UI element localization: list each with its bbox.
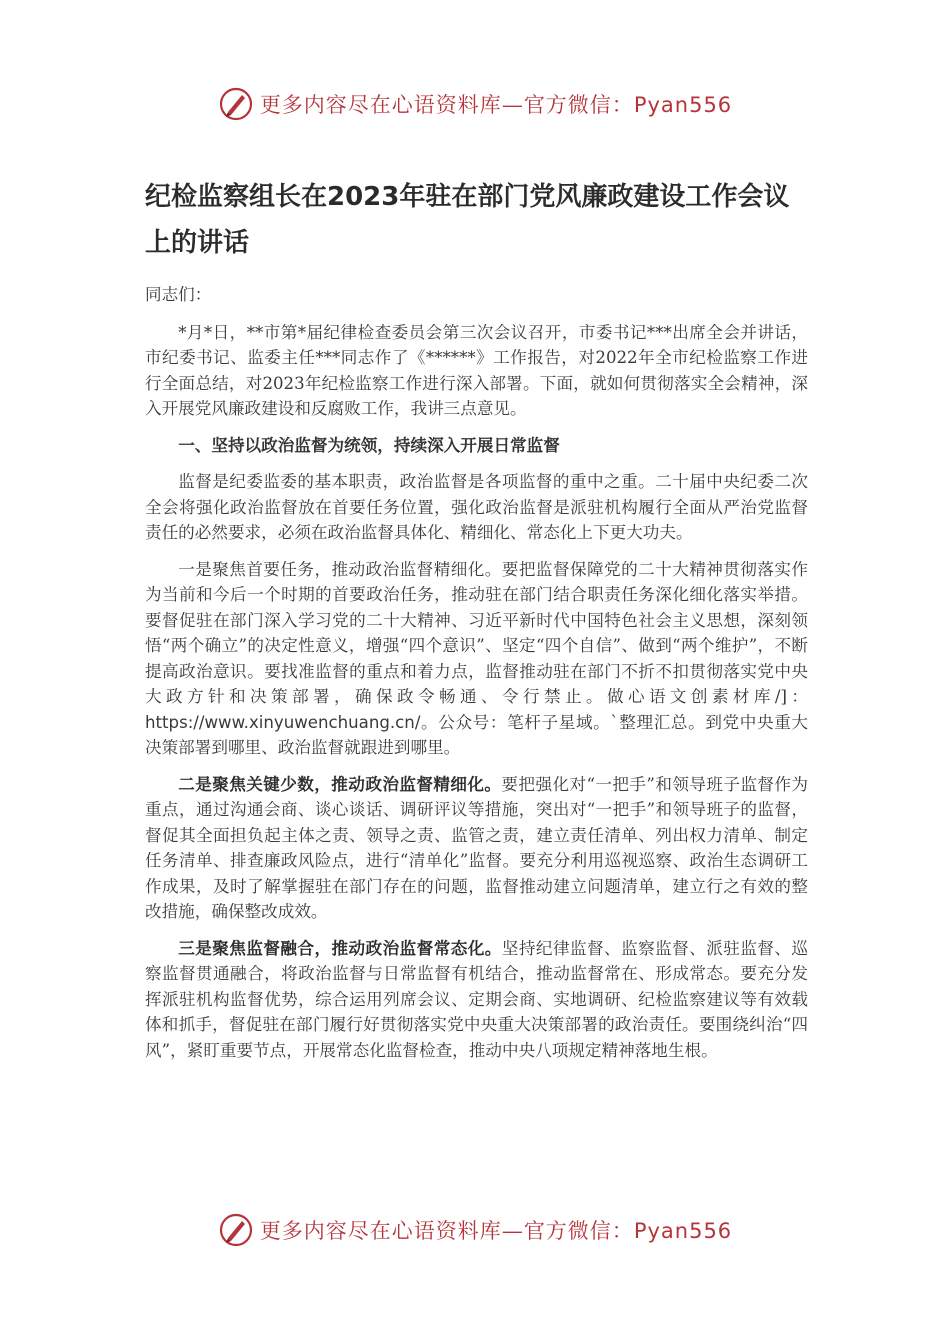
section-1-paragraph: 监督是纪委监委的基本职责，政治监督是各项监督的重中之重。二十届中央纪委二次全会将强化政治监督放在首要任务位置，强化政治监督是派驻机构履行全面从严治党监督责任的必然要求，必须在政治监督具体化、精细化、常态化上下更大功夫。 [145,472,808,542]
point-2-lead: 二是聚焦关键少数，推动政治监督精细化。 [178,773,502,794]
section-1-heading: 一、坚持以政治监督为统领，持续深入开展日常监督 [178,434,560,455]
document-body [145,282,808,1074]
point-3-text: 坚持纪律监督、监察监督、派驻监督、巡察监督贯通融合，将政治监督与日常监督有机结合，推动监督常在、形成常态。要充分发挥派驻机构监督优势，综合运用列席会议、定期会商、实地调研、纪检监察建议等有效载体和抓手，督促驻在部门履行好贯彻落实党中央重大决策部署的政治责任。要围绕纠治“四风”，紧盯重要节点，开展常态化监督检查，推动中央八项规定精神落地生根。 [145,938,809,1060]
point-3-lead: 三是聚焦监督融合，推动政治监督常态化。 [178,937,502,958]
salutation: 同志们： [145,285,212,304]
point-1-text-a: 一是聚焦首要任务，推动政治监督精细化。要把监督保障党的二十大精神贯彻落实作为当前和今后一个时期的首要政治任务，推动驻在部门结合职责任务深化细化落实举措。要督促驻在部门深入学习党的二十大精神、习近平新时代中国特色社会主义思想，深刻领悟“两个确立”的决定性意义，增强“四个意识”、坚定“四个自信”、做到“两个维护”，不断提高政治意识。要找准监督的重点和着力点，监督推动驻在部门不折不扣贯彻落实党中央大政方针和决策部署，确保政令畅通、令行禁止。做心语文创素材库/]： [145,559,808,706]
banner-wechat-id: Pyan556 [633,93,733,117]
pen-logo-icon [218,1212,254,1248]
banner-dash: — [501,1219,524,1243]
document-title: 纪检监察组长在2023年驻在部门党风廉政建设工作会议上的讲话 [145,182,790,258]
banner-text [260,1215,732,1245]
header-banner [0,84,950,124]
point-2-paragraph [145,772,808,925]
footer-banner [0,1210,950,1250]
banner-wechat-label: 官方微信： [523,93,634,117]
pen-logo-icon [218,86,254,122]
point-2-text: 要把强化对“一把手”和领导班子监督作为重点，通过沟通会商、谈心谈话、调研评议等措施，突出对“一把手”和领导班子的监督，督促其全面担负起主体之责、领导之责、监管之责，建立责任清单、列出权力清单、制定任务清单、排查廉政风险点，进行“清单化”监督。要充分利用巡视巡察、政治生态调研工作成果，及时了解掌握驻在部门存在的问题，监督推动建立问题清单，建立行之有效的整改措施，确保整改成效。 [145,774,809,921]
banner-text [260,89,732,119]
point-1-text-b: 。公众号：笔杆子星域。`整理汇总。到党中央重大决策部署到哪里、政治监督就跟进到哪里。 [145,712,808,757]
banner-wechat-label: 官方微信： [523,1219,634,1243]
point-3-paragraph [145,936,808,1064]
point-1-url: https://www.xinyuwenchuang.cn/ [145,712,421,732]
banner-dash: — [501,93,524,117]
banner-slogan: 更多内容尽在心语资料库 [259,1219,502,1243]
banner-wechat-id: Pyan556 [633,1219,733,1243]
banner-slogan: 更多内容尽在心语资料库 [259,93,502,117]
intro-paragraph: *月*日，**市第*届纪律检查委员会第三次会议召开，市委书记***出席全会并讲话，市纪委书记、监委主任***同志作了《******》工作报告，对2022年全市纪检监察工作进行全面总结，对2023年纪检监察工作进行深入部署。下面，就如何贯彻落实全会精神，深入开展党风廉政建设和反腐败工作，我讲三点意见。 [145,322,808,418]
point-1-paragraph [145,557,808,761]
